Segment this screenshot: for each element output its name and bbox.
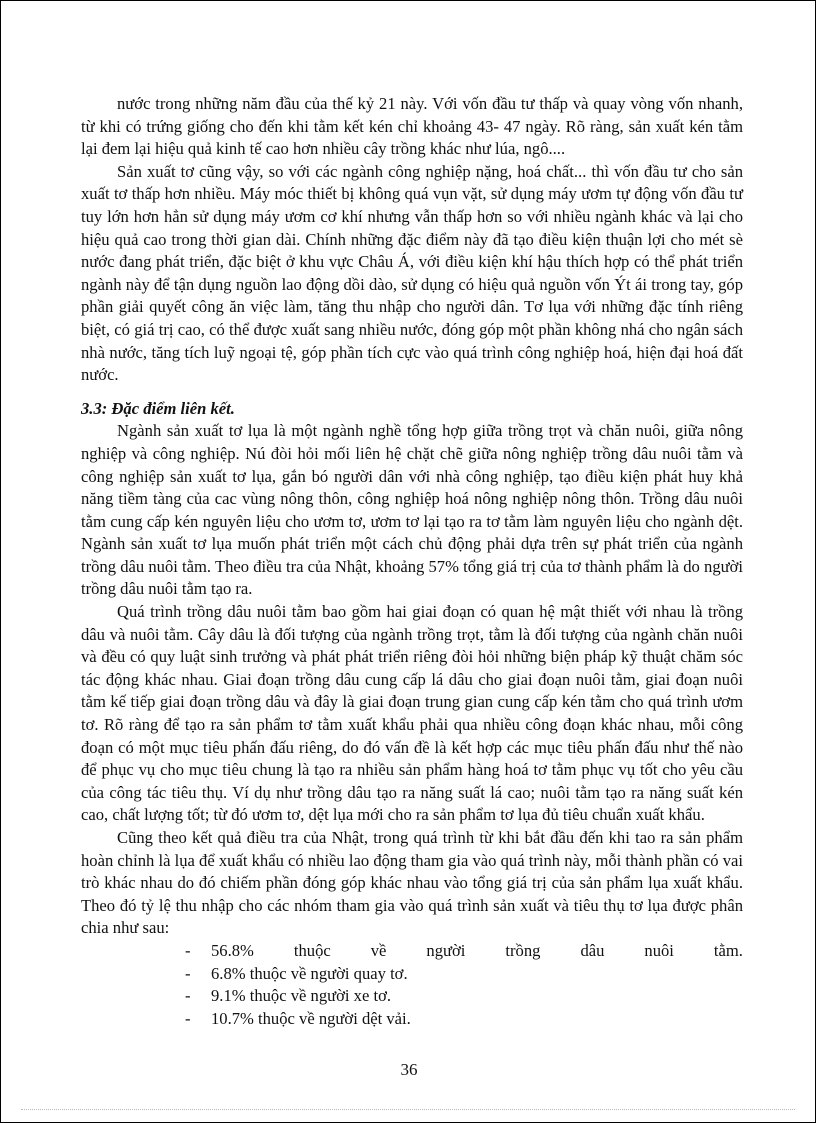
- list-item: [185, 963, 743, 986]
- list-dash: -: [185, 963, 191, 983]
- list-dash: -: [185, 986, 191, 1006]
- paragraph-income-share: Cũng theo kết quả điều tra của Nhật, trong quá trình từ khi bắt đầu đến khi tao ra sản phẩm hoàn chỉnh là lụa để xuất khẩu có nhiều lao động tham gia vào quá trình này, mỗi thành phần có vai trò khác nhau do đó chiếm phần đóng góp khác nhau vào tổng giá trị của sản phẩm lụa xuất khẩu. Theo đó tỷ lệ thu nhập cho các nhóm tham gia vào quá trình sản xuất và tiêu thụ tơ lụa được phân chia như sau:: [81, 828, 743, 938]
- page-content: [81, 93, 743, 1030]
- word: thuộc: [293, 940, 331, 960]
- list-item: [185, 985, 743, 1008]
- paragraph-silk-production: Sản xuất tơ cũng vậy, so với các ngành công nghiệp nặng, hoá chất... thì vốn đầu tư cho sản xuất tơ thấp hơn nhiều. Máy móc thiết bị không quá vụn vặt, sử dụng máy ươm tự động vốn đầu tư tuy lớn hơn hẳn sử dụng máy ươm cơ khí nhưng vẫn thấp hơn so với nhiều ngành khác và lại cho hiệu quả cao trong thời gian dài. Chính những đặc điểm này đã tạo điều kiện thuận lợi cho mét sè nước đang phát triển, đặc biệt ở khu vực Châu Á, với điều kiện khí hậu thích hợp có thể phát triển ngành này để tận dụng nguồn lao động dồi dào, sử dụng có hiệu quả nguồn vốn Ýt ái trong tay, góp phần giải quyết công ăn việc làm, tăng thu nhập cho người dân. Tơ lụa với những đặc tính riêng biệt, có giá trị cao, có thể được xuất sang nhiều nước, đóng góp một phần không nhá cho ngân sách nhà nước, tăng tích luỹ ngoại tệ, góp phần tích cực vào quá trình công nghiệp hoá, hiện đại hoá đất nước.: [81, 161, 743, 385]
- word: dâu: [580, 940, 605, 960]
- income-share-list: [81, 940, 743, 1030]
- word: về: [370, 940, 387, 960]
- paragraph-linkage: Ngành sản xuất tơ lụa là một ngành nghề tổng hợp giữa trồng trọt và chăn nuôi, giữa nông nghiệp và công nghiệp. Nú đòi hỏi mối liên hệ chặt chẽ giữa nông nghiệp trồng dâu nuôi tằm và công nghiệp sản xuất tơ lụa, gắn bó người dân với nhà công nghiệp, tạo điều kiện phát huy khả năng tiềm tàng của cac vùng nông thôn, công nghiệp hoá nông nghiệp nông thôn. Trồng dâu nuôi tằm cung cấp kén nguyên liệu cho ươm tơ, ươm tơ lại tạo ra tơ tằm làm nguyên liệu cho ngành dệt. Ngành sản xuất tơ lụa muốn phát triển một cách chủ động phải dựa trên sự phát triển của ngành trồng dâu nuôi tằm. Theo điều tra của Nhật, khoảng 57% tổng giá trị của tơ thành phẩm là do người trồng dâu nuôi tằm tạo ra.: [81, 421, 743, 599]
- word: người: [426, 940, 466, 960]
- list-dash: -: [185, 940, 191, 960]
- word: nuôi: [644, 940, 674, 960]
- word: 56.8%: [211, 940, 254, 960]
- list-item-text: 6.8% thuộc về người quay tơ.: [211, 963, 408, 983]
- word: trồng: [505, 940, 541, 960]
- list-item-text: 9.1% thuộc về người xe tơ.: [211, 986, 392, 1006]
- paragraph-mulberry-process: Quá trình trồng dâu nuôi tằm bao gồm hai giai đoạn có quan hệ mật thiết với nhau là trồng dâu và nuôi tằm. Cây dâu là đối tượng của ngành trồng trọt, tằm là đối tượng của ngành chăn nuôi và đều có quy luật sinh trưởng và phát phát triển riêng đòi hỏi những biện pháp kỹ thuật chăm sóc tác động khác nhau. Giai đoạn trồng dâu cung cấp lá dâu cho giai đoạn nuôi tằm, giai đoạn nuôi tằm kế tiếp giai đoạn trồng dâu và đây là giai đoạn trung gian cung cấp kén tằm cho quá trình ươm tơ. Rõ ràng để tạo ra sản phẩm tơ tằm xuất khẩu phải qua nhiều công đoạn khác nhau, mỗi công đoạn có một mục tiêu phấn đấu riêng, do đó vấn đề là kết hợp các mục tiêu phấn đấu như thế nào để phục vụ cho mục tiêu chung là tạo ra nhiều sản phẩm hàng hoá tơ tằm phục vụ tốt cho yêu cầu của công tác tiêu thụ. Ví dụ như trồng dâu tạo ra năng suất lá cao; nuôi tằm tạo ra năng suất kén cao, chất lượng tốt; từ đó ươm tơ, dệt lụa mới cho ra sản phẩm tơ lụa đủ tiêu chuẩn xuất khẩu.: [81, 602, 743, 825]
- footer-divider: [21, 1109, 795, 1110]
- list-item-text: 10.7% thuộc về người dệt vải.: [211, 1008, 411, 1028]
- paragraph-continuation: nước trong những năm đầu của thế kỷ 21 này. Với vốn đầu tư thấp và quay vòng vốn nhanh, từ khi có trứng giống cho đến khi tằm kết kén chỉ khoảng 43- 47 ngày. Rõ ràng, sản xuất kén tằm lại đem lại hiệu quả kinh tế cao hơn nhiều cây trồng khác như lúa, ngô....: [81, 94, 743, 159]
- page-number: 36: [400, 1060, 418, 1079]
- section-heading: 3.3: Đặc điểm liên kết.: [81, 398, 235, 418]
- word: tằm.: [713, 940, 743, 960]
- list-item: [185, 940, 743, 963]
- list-dash: -: [185, 1008, 191, 1028]
- list-item: [185, 1008, 743, 1031]
